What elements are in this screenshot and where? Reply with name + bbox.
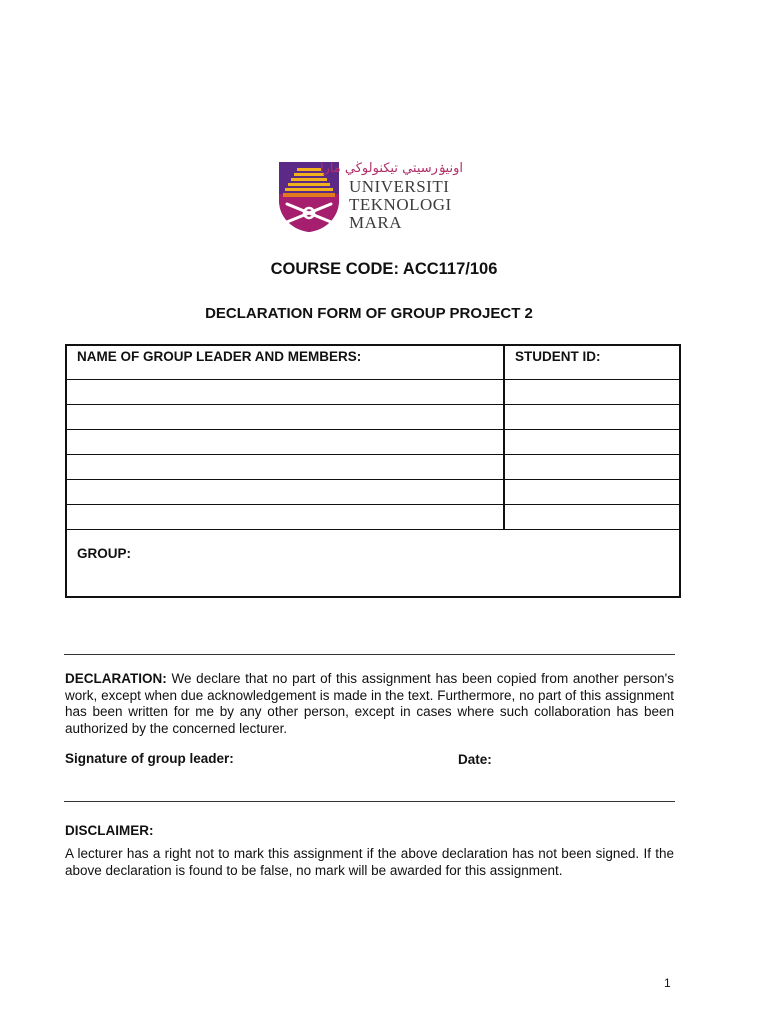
member-id-cell[interactable] xyxy=(504,480,680,505)
group-field[interactable]: GROUP: xyxy=(66,530,680,598)
members-table xyxy=(65,344,681,598)
member-id-cell[interactable] xyxy=(504,380,680,405)
course-code-heading: COURSE CODE: ACC117/106 xyxy=(270,260,498,278)
member-row xyxy=(66,380,680,405)
member-id-cell[interactable] xyxy=(504,505,680,530)
arabic-script-wordmark xyxy=(319,156,463,176)
svg-text:اونيۏرسيتي تيكنولوڬي مارا: اونيۏرسيتي تيكنولوڬي مارا xyxy=(319,161,463,176)
member-row xyxy=(66,405,680,430)
logo-line-teknologi: TEKNOLOGI xyxy=(349,195,452,214)
form-title: DECLARATION FORM OF GROUP PROJECT 2 xyxy=(205,305,533,322)
member-id-cell[interactable] xyxy=(504,455,680,480)
member-row xyxy=(66,430,680,455)
member-name-cell[interactable] xyxy=(66,380,504,405)
member-name-cell[interactable] xyxy=(66,505,504,530)
group-row xyxy=(66,530,680,598)
declaration-text: We declare that no part of this assignment has been copied from another person's work, except when due acknowledgement is made in the text. Furthermore, no part of this assignment has been written for me by any other person, except in cases where such collaboration has been authorized by the concerned lecturer. xyxy=(65,671,674,736)
member-row xyxy=(66,505,680,530)
declaration-paragraph xyxy=(65,671,674,737)
declaration-heading: DECLARATION: xyxy=(65,671,167,686)
member-row xyxy=(66,455,680,480)
signature-line[interactable] xyxy=(64,801,675,802)
member-name-cell[interactable] xyxy=(66,455,504,480)
members-table-header xyxy=(66,345,680,380)
date-label: Date: xyxy=(458,752,492,767)
disclaimer-text: A lecturer has a right not to mark this assignment if the above declaration has not been signed. If the above declaration is found to be false, no mark will be awarded for this assignment. xyxy=(65,846,674,878)
university-name-wordmark xyxy=(349,178,452,232)
member-row xyxy=(66,480,680,505)
logo-line-universiti: UNIVERSITI xyxy=(349,177,450,196)
university-logo xyxy=(277,156,477,236)
signature-label: Signature of group leader: xyxy=(65,751,234,766)
page-number: 1 xyxy=(664,976,671,990)
member-name-cell[interactable] xyxy=(66,430,504,455)
header-student-id: STUDENT ID: xyxy=(504,345,680,380)
header-name-members: NAME OF GROUP LEADER AND MEMBERS: xyxy=(66,345,504,380)
member-name-cell[interactable] xyxy=(66,405,504,430)
disclaimer-heading: DISCLAIMER: xyxy=(65,823,154,838)
divider-line xyxy=(64,654,675,655)
member-id-cell[interactable] xyxy=(504,405,680,430)
member-name-cell[interactable] xyxy=(66,480,504,505)
logo-line-mara: MARA xyxy=(349,213,403,232)
member-id-cell[interactable] xyxy=(504,430,680,455)
